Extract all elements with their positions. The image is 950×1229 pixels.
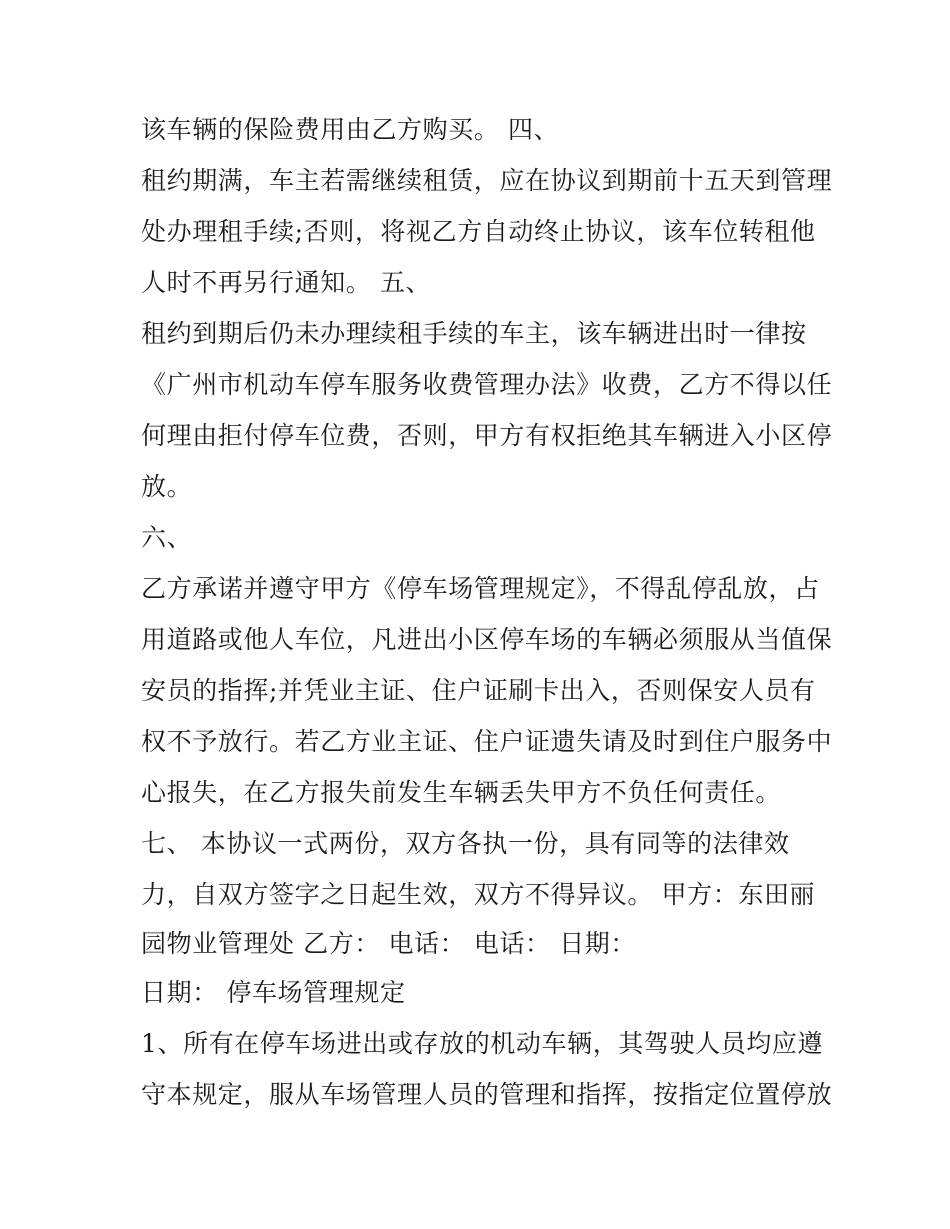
text-line: 力，自双方签字之日起生效，双方不得异议。 甲方：东田丽 <box>141 880 816 909</box>
text-line: 七、 本协议一式两份，双方各执一份，具有同等的法律效 <box>141 829 790 858</box>
text-line: 日期： 停车场管理规定 <box>141 978 406 1007</box>
text-line: 租约期满，车主若需继续租赁，应在协议到期前十五天到管理 <box>141 166 833 195</box>
text-line: 《广州市机动车停车服务收费管理办法》收费，乙方不得以任 <box>141 370 833 399</box>
text-line: 租约到期后仍未办理续租手续的车主，该车辆进出时一律按 <box>141 319 807 348</box>
text-line: 用道路或他人车位，凡进出小区停车场的车辆必须服从当值保 <box>141 625 833 654</box>
text-line: 乙方承诺并遵守甲方《停车场管理规定》，不得乱停乱放，占 <box>141 574 820 603</box>
text-line: 何理由拒付停车位费，否则，甲方有权拒绝其车辆进入小区停 <box>141 421 833 450</box>
text-line: 园物业管理处 乙方： 电话： 电话： 日期： <box>141 929 636 958</box>
text-line: 该车辆的保险费用由乙方购买。 四、 <box>141 115 560 144</box>
text-line: 守本规定，服从车场管理人员的管理和指挥，按指定位置停放 <box>141 1080 833 1109</box>
text-line: 安员的指挥;并凭业主证、住户证刷卡出入，否则保安人员有 <box>141 676 816 705</box>
text-line: 放。 <box>141 472 193 501</box>
text-line: 权不予放行。若乙方业主证、住户证遗失请及时到住户服务中 <box>141 727 833 756</box>
section-heading: 六、 <box>141 523 193 552</box>
text-line: 1、所有在停车场进出或存放的机动车辆，其驾驶人员均应遵 <box>141 1029 824 1058</box>
text-line: 处办理租手续;否则，将视乙方自动终止协议，该车位转租他 <box>141 217 816 246</box>
text-line: 心报失，在乙方报失前发生车辆丢失甲方不负任何责任。 <box>141 778 782 807</box>
text-line: 人时不再另行通知。 五、 <box>141 268 432 297</box>
